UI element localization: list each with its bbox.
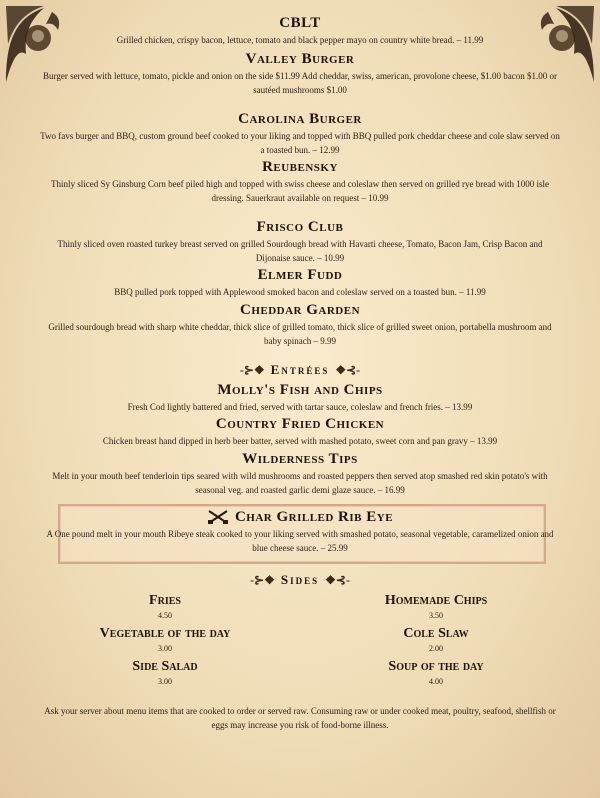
sides-right-column (326, 592, 546, 691)
side-price: 4.00 (429, 677, 443, 686)
item-title: Elmer Fudd (257, 267, 343, 283)
flourish-icon: ❖⊰- (335, 363, 361, 377)
item-description: Burger served with lettuce, tomato, pickle and onion on the side $11.99 Add cheddar, swiss, american, provolone cheese, $1.00 bacon $1.00 or sautéed mushrooms $1.00 (42, 71, 557, 95)
item-description: A One pound melt in your mouth Ribeye steak cooked to your liking served with smashed potato, seasonal vegetable, caramelized onion and blue cheese sauce. – 25.99 (46, 529, 554, 553)
item-title: Cheddar Garden (239, 302, 361, 318)
side-price: 3.00 (158, 644, 172, 653)
item-description: BBQ pulled pork topped with Applewood smoked bacon and coleslaw served on a toasted bun. – 11.99 (114, 287, 486, 297)
item-description: Thinly sliced Sy Ginsburg Corn beef piled high and topped with swiss cheese and coleslaw then served on grilled rye bread with 1000 isle dressing. Sauerkraut available on request – 10.99 (51, 179, 549, 203)
featured-item (40, 508, 560, 555)
item-title: Wilderness Tips (242, 451, 358, 467)
sides-left-column (55, 592, 275, 691)
side-name: Homemade Chips (384, 593, 488, 608)
side-name: Side Salad (132, 659, 198, 674)
item-title: Reubensky (262, 159, 338, 175)
item-description: Chicken breast hand dipped in herb beer batter, served with mashed potato, sweet corn and pan gravy – 13.99 (102, 436, 498, 446)
menu-item (40, 50, 560, 97)
item-title: Char Grilled Rib Eye (234, 509, 394, 525)
item-title: Carolina Burger (238, 111, 362, 127)
section-title: Entrées (270, 362, 330, 377)
item-title: Country Fried Chicken (215, 416, 385, 432)
side-price: 3.50 (429, 611, 443, 620)
flourish-icon: -⊱❖ (239, 363, 265, 377)
side-price: 4.50 (158, 611, 172, 620)
menu-item (40, 415, 560, 448)
side-price: 3.00 (158, 677, 172, 686)
entrees-heading (0, 362, 600, 378)
flourish-icon: -⊱❖ (250, 573, 275, 587)
item-description: Two favs burger and BBQ, custom ground beef cooked to your liking and topped with BBQ pulled pork cheddar cheese and cole slaw served on a toasted bun. – 12.99 (40, 131, 560, 155)
menu-item (40, 158, 560, 205)
menu-item (40, 266, 560, 299)
featured-title-row (40, 508, 560, 526)
crossed-rifles-icon (207, 509, 229, 525)
item-description: Grilled chicken, crispy bacon, lettuce, tomato and black pepper mayo on country white bread. – 11.99 (116, 35, 484, 45)
menu-item (40, 381, 560, 414)
side-name: Fries (149, 593, 181, 608)
side-name: Cole Slaw (403, 626, 469, 641)
item-description: Fresh Cod lightly battered and fried, served with tartar sauce, coleslaw and french fries. – 13.99 (127, 402, 473, 412)
item-title: Valley Burger (245, 51, 355, 67)
menu-item (40, 14, 560, 47)
sides-heading (0, 572, 600, 588)
menu-item (40, 110, 560, 157)
item-title: Frisco Club (256, 219, 344, 235)
item-description: Melt in your mouth beef tenderloin tips seared with wild mushrooms and roasted peppers then served atop smashed red skin potato's with seasonal veg. and roasted garlic demi glaze sauce. – 16.99 (52, 471, 548, 495)
side-price: 2.00 (429, 644, 443, 653)
menu-item (40, 218, 560, 265)
item-title: Molly's Fish and Chips (217, 382, 383, 398)
menu-item (40, 301, 560, 348)
section-title: Sides (280, 572, 320, 587)
item-description: Grilled sourdough bread with sharp white cheddar, thick slice of grilled tomato, thick slice of grilled sweet onion, portabella mushroom and baby spinach – 9.99 (48, 322, 552, 346)
side-name: Soup of the day (388, 659, 484, 674)
food-safety-disclaimer: Ask your server about menu items that are cooked to order or served raw. Consuming raw or under cooked meat, poultry, seafood, shellfish or eggs may increase you risk of food-borne illness. (44, 706, 556, 730)
item-title: CBLT (279, 15, 321, 31)
menu-item (40, 450, 560, 497)
flourish-icon: ❖⊰- (325, 573, 350, 587)
item-description: Thinly sliced oven roasted turkey breast served on grilled Sourdough bread with Havarti cheese, Tomato, Bacon Jam, Crisp Bacon and Dijonaise sauce. – 10.99 (57, 239, 543, 263)
side-name: Vegetable of the day (99, 626, 231, 641)
